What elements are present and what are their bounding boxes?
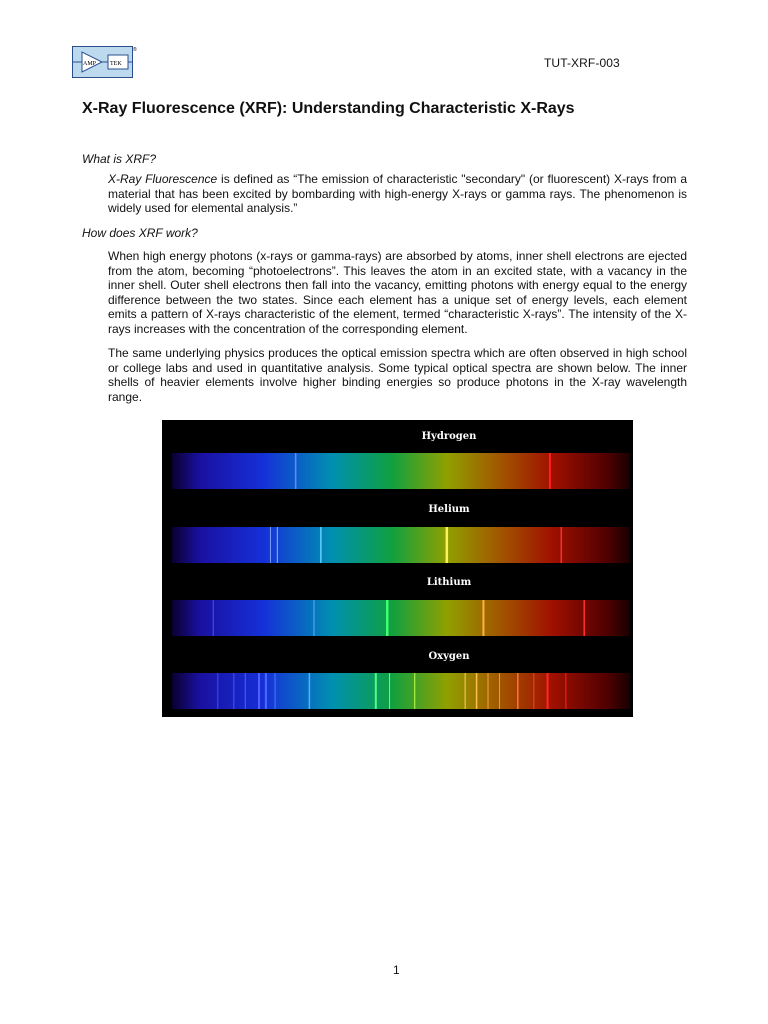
logo-amp-text: AMP [83, 61, 97, 67]
spectral-line-oxygen-0 [217, 673, 218, 709]
optical-spectra-paragraph: The same underlying physics produces the optical emission spectra which are often observed in high school or college labs and used in quantitative analysis. Some typical optical spectra are shown below. The inner shells of heavier elements involve higher binding energies so produce photons in the X-ray wavelength range. [108, 346, 687, 404]
emission-spectra-figure [162, 420, 633, 717]
spectral-line-oxygen-11 [476, 673, 478, 709]
spectral-line-helium-0 [270, 527, 271, 563]
spectral-line-oxygen-4 [265, 673, 267, 709]
spectrum-band-lithium [172, 600, 630, 636]
spectral-line-oxygen-16 [547, 673, 549, 709]
xrf-term: X-Ray Fluorescence [108, 172, 218, 186]
spectral-line-oxygen-2 [245, 673, 246, 709]
spectral-line-oxygen-17 [565, 673, 566, 709]
spectrum-band-hydrogen [172, 453, 630, 489]
registered-mark: ® [133, 47, 137, 53]
xrf-mechanism-paragraph: When high energy photons (x-rays or gamma-rays) are absorbed by atoms, inner shell electrons are ejected from the atom, becoming “photoelectrons”. This leaves the atom in an excited state, with a vacancy in the inner shell. Outer shell electrons then fall into the vacancy, emitting photons with energy equal to the energy difference between the two states. Since each element has a unique set of energy levels, each element emits a pattern of X-rays characteristic of the element, termed “characteristic X-rays”. The intensity of the X-rays increases with the concentration of the corresponding element. [108, 249, 687, 336]
spectral-line-hydrogen-0 [295, 453, 297, 489]
logo-tek-text: TEK [110, 61, 122, 67]
spectrum-label-lithium: Lithium [426, 577, 472, 588]
spectral-line-oxygen-6 [309, 673, 311, 709]
section-question-what: What is XRF? [82, 152, 157, 166]
spectral-line-lithium-4 [583, 600, 585, 636]
spectral-line-oxygen-10 [465, 673, 466, 709]
spectrum-label-hydrogen: Hydrogen [421, 431, 477, 442]
spectral-line-oxygen-12 [488, 673, 489, 709]
spectral-line-helium-4 [561, 527, 563, 563]
page-title: X-Ray Fluorescence (XRF): Understanding Characteristic X-Rays [82, 100, 575, 117]
spectrum-label-helium: Helium [428, 504, 470, 515]
spectral-line-helium-1 [277, 527, 278, 563]
spectral-line-oxygen-7 [375, 673, 377, 709]
amptek-logo [72, 46, 136, 78]
spectral-line-oxygen-14 [517, 673, 519, 709]
document-id: TUT-XRF-003 [544, 56, 620, 70]
xrf-definition-text: is defined as “The emission of characteristic "secondary" (or fluorescent) X-rays from a material that has been excited by bombarding with high-energy X-rays or gamma rays. The phenomenon is widely used for elemental analysis.” [108, 172, 688, 215]
spectral-line-lithium-2 [386, 600, 389, 636]
spectrum-band-oxygen [172, 673, 630, 709]
spectral-line-oxygen-9 [414, 673, 415, 709]
spectral-line-lithium-3 [482, 600, 484, 636]
spectral-line-oxygen-3 [258, 673, 260, 709]
spectral-line-helium-3 [446, 527, 449, 563]
spectral-line-helium-2 [320, 527, 322, 563]
spectrum-label-oxygen: Oxygen [428, 651, 470, 662]
spectral-line-lithium-0 [213, 600, 214, 636]
xrf-definition-paragraph [108, 172, 687, 216]
spectral-line-oxygen-8 [389, 673, 390, 709]
spectral-line-oxygen-5 [275, 673, 276, 709]
spectral-line-oxygen-1 [233, 673, 234, 709]
page-number: 1 [393, 963, 400, 977]
spectral-line-oxygen-13 [499, 673, 500, 709]
spectral-line-lithium-1 [313, 600, 314, 636]
section-question-how: How does XRF work? [82, 226, 198, 240]
spectral-line-hydrogen-1 [549, 453, 551, 489]
spectral-line-oxygen-15 [533, 673, 534, 709]
